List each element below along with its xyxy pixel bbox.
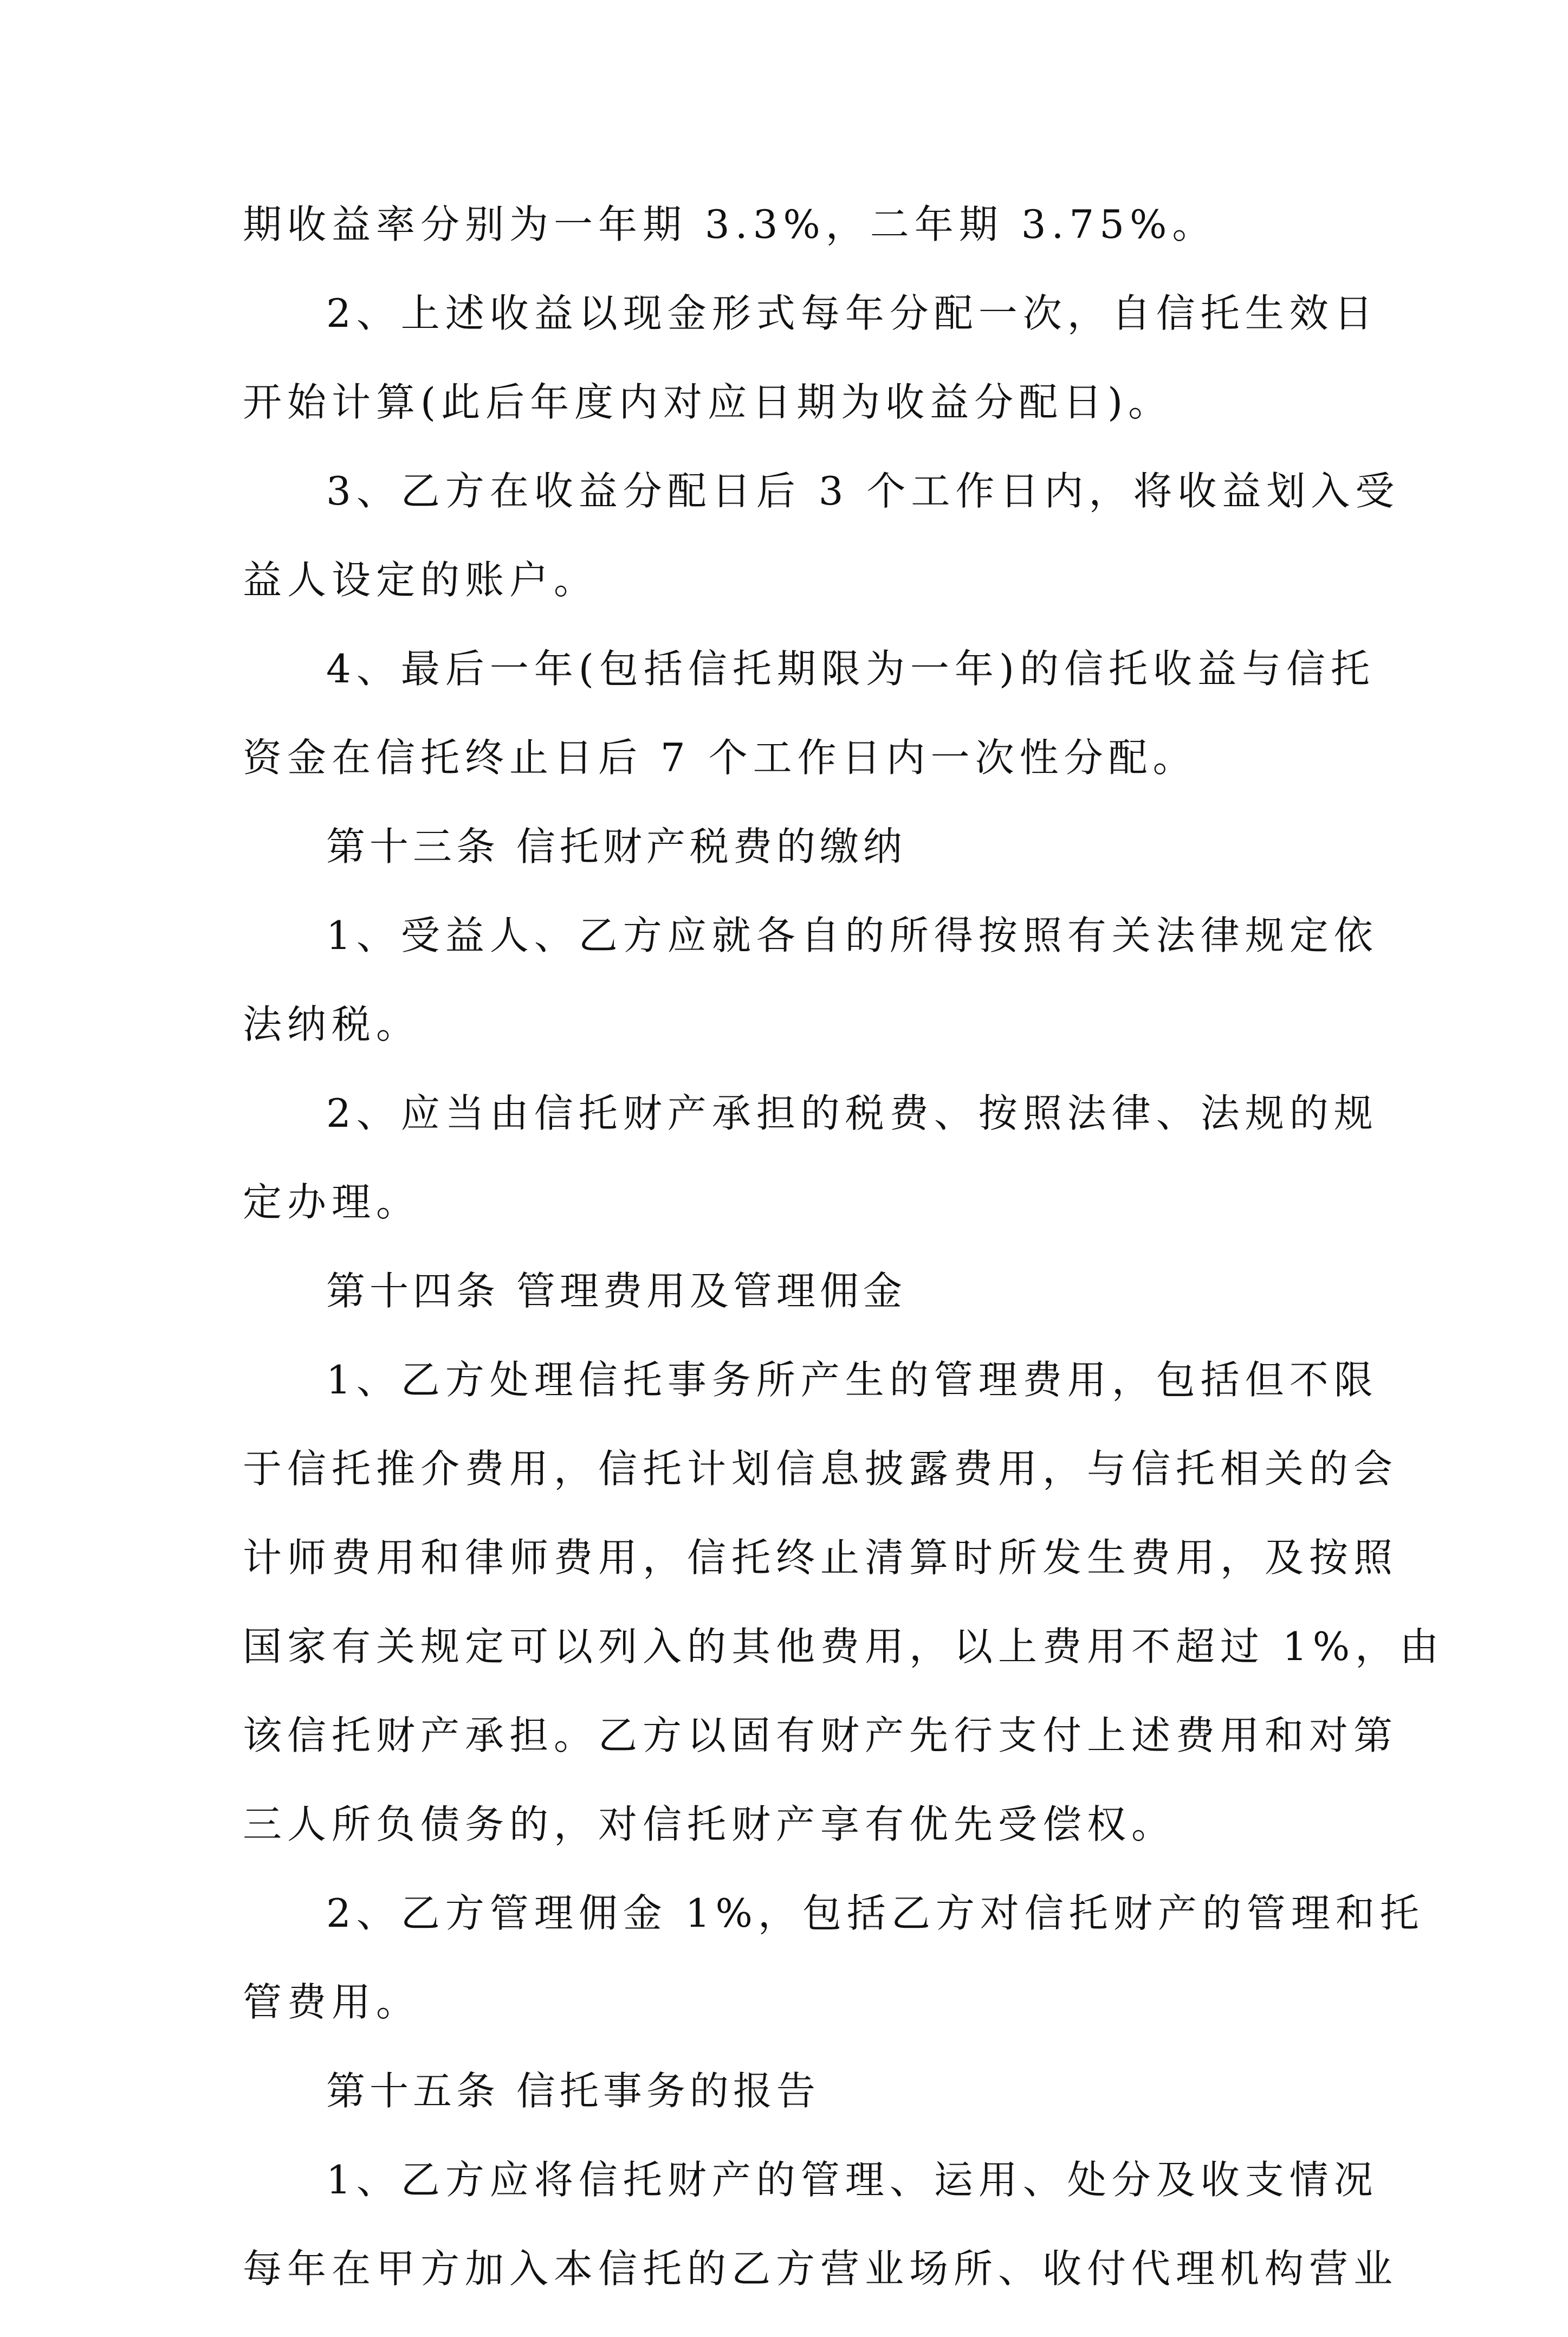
paragraph-line: 每年在甲方加入本信托的乙方营业场所、收付代理机构营业 <box>243 2246 1398 2291</box>
paragraph-line: 定办理。 <box>243 1179 421 1225</box>
paragraph-line: 期收益率分别为一年期 3.3%，二年期 3.75%。 <box>243 202 1217 247</box>
paragraph-line: 1、乙方处理信托事务所产生的管理费用，包括但不限 <box>326 1357 1378 1403</box>
section-heading: 第十三条 信托财产税费的缴纳 <box>326 824 906 869</box>
paragraph-line: 1、乙方应将信托财产的管理、运用、处分及收支情况 <box>326 2157 1378 2203</box>
paragraph-line: 益人设定的账户。 <box>243 557 599 603</box>
paragraph-line: 于信托推介费用，信托计划信息披露费用，与信托相关的会 <box>243 1446 1398 1492</box>
paragraph-line: 该信托财产承担。乙方以固有财产先行支付上述费用和对第 <box>243 1713 1398 1758</box>
paragraph-line: 法纳税。 <box>243 1002 421 1047</box>
paragraph-line: 三人所负债务的，对信托财产享有优先受偿权。 <box>243 1802 1176 1847</box>
paragraph-line: 管费用。 <box>243 1979 421 2025</box>
paragraph-line: 国家有关规定可以列入的其他费用，以上费用不超过 1%，由 <box>243 1624 1444 1669</box>
paragraph-line: 4、最后一年(包括信托期限为一年)的信托收益与信托 <box>326 646 1375 692</box>
paragraph-line: 资金在信托终止日后 7 个工作日内一次性分配。 <box>243 735 1197 780</box>
paragraph-line: 1、受益人、乙方应就各自的所得按照有关法律规定依 <box>326 913 1378 958</box>
paragraph-line: 计师费用和律师费用，信托终止清算时所发生费用，及按照 <box>243 1535 1398 1580</box>
section-heading: 第十五条 信托事务的报告 <box>326 2068 820 2114</box>
paragraph-line: 2、应当由信托财产承担的税费、按照法律、法规的规 <box>326 1090 1378 1136</box>
section-heading: 第十四条 管理费用及管理佣金 <box>326 1268 906 1314</box>
paragraph-line: 2、乙方管理佣金 1%，包括乙方对信托财产的管理和托 <box>326 1890 1424 1936</box>
paragraph-line: 3、乙方在收益分配日后 3 个工作日内，将收益划入受 <box>326 468 1400 514</box>
paragraph-line: 开始计算(此后年度内对应日期为收益分配日)。 <box>243 379 1173 425</box>
document-body <box>243 202 1444 2337</box>
paragraph-line: 2、上述收益以现金形式每年分配一次，自信托生效日 <box>326 290 1378 336</box>
